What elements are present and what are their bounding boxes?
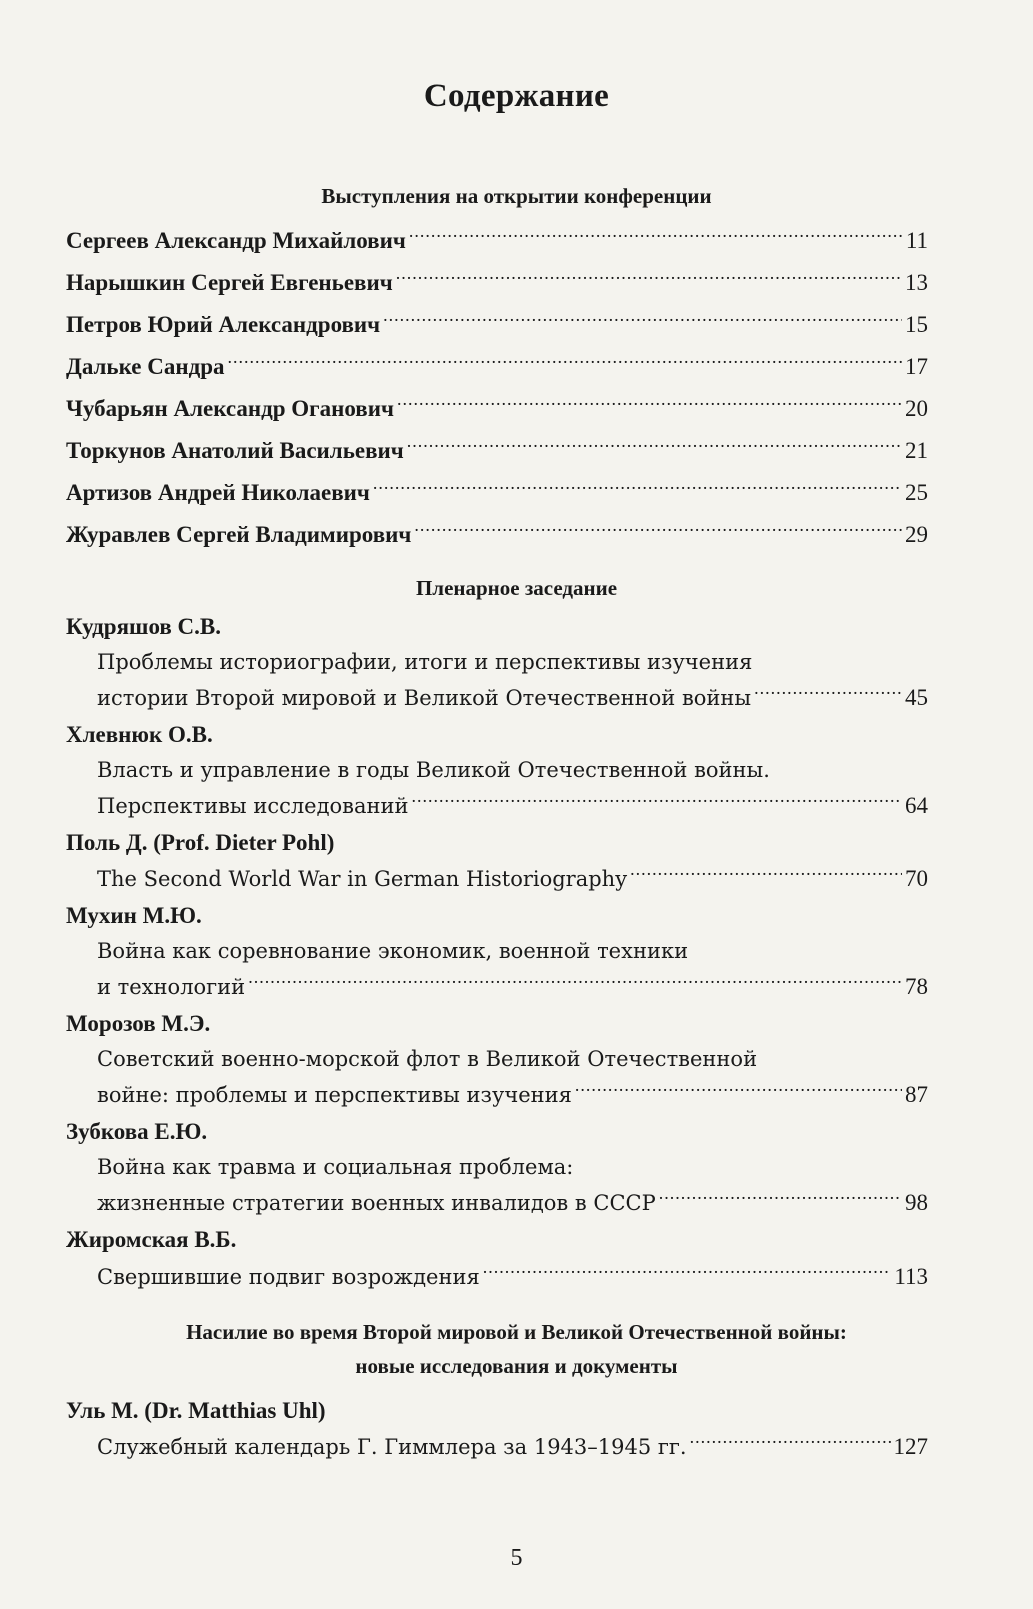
entry-author: Жиромская В.Б. (66, 1227, 237, 1252)
section-heading-violence-line2: новые исследования и документы (355, 1354, 678, 1378)
entry-title-line: The Second World War in German Historiography (97, 867, 628, 891)
dot-leader (409, 225, 903, 248)
toc-entry[interactable] (66, 267, 928, 298)
entry-name: Артизов Андрей Николаевич (66, 480, 370, 505)
entry-name: Петров Юрий Александрович (66, 312, 381, 337)
page-number: 15 (905, 312, 928, 337)
entry-title-line: Война как травма и социальная проблема: (97, 1155, 574, 1179)
dot-leader (383, 309, 902, 332)
page-number: 20 (905, 396, 928, 421)
dot-leader (248, 971, 902, 994)
page-number: 64 (905, 793, 928, 818)
page-number: 29 (905, 522, 928, 547)
entry-author: Кудряшов С.В. (66, 614, 221, 639)
toc-entry[interactable] (66, 309, 928, 340)
entry-name: Чубарьян Александр Оганович (66, 396, 394, 421)
page-number: 70 (905, 866, 928, 891)
entry-author: Зубкова Е.Ю. (66, 1119, 208, 1144)
entry-name: Сергеев Александр Михайлович (66, 228, 406, 253)
entry-author: Морозов М.Э. (66, 1011, 211, 1036)
dot-leader (630, 863, 902, 886)
entry-title-line: Перспективы исследований (97, 794, 409, 818)
page-number: 87 (905, 1082, 928, 1107)
dot-leader (659, 1187, 902, 1210)
entry-title-line: Советский военно-морской флот в Великой Отечественной (97, 1047, 758, 1071)
entry-author: Поль Д. (Prof. Dieter Pohl) (66, 830, 335, 855)
toc-entry[interactable] (66, 393, 928, 424)
toc-entry[interactable] (97, 790, 928, 821)
entry-title-line: жизненные стратегии военных инвалидов в СССР (97, 1191, 656, 1215)
section-heading-violence: Насилие во время Второй мировой и Великой Отечественной войны: (186, 1320, 847, 1344)
page-number: 45 (905, 685, 928, 710)
entry-title-line: Служебный календарь Г. Гиммлера за 1943–1945 гг. (97, 1435, 687, 1459)
entry-title-line: войне: проблемы и перспективы изучения (97, 1083, 572, 1107)
toc-entry[interactable] (97, 1431, 928, 1462)
toc-entry[interactable] (66, 225, 928, 256)
dot-leader (414, 519, 902, 542)
page-number: 98 (905, 1190, 928, 1215)
entry-author: Уль М. (Dr. Matthias Uhl) (66, 1398, 326, 1423)
toc-entry[interactable] (66, 477, 928, 508)
dot-leader (396, 267, 902, 290)
entry-title-line: Свершившие подвиг возрождения (97, 1265, 480, 1289)
toc-entry[interactable] (97, 863, 928, 894)
entry-title-line: Власть и управление в годы Великой Отечественной войны. (97, 758, 770, 782)
entry-title-line: истории Второй мировой и Великой Отечественной войны (97, 686, 752, 710)
entry-author: Хлевнюк О.В. (66, 722, 213, 747)
section-heading-plenary: Пленарное заседание (415, 576, 618, 600)
page-number: 17 (905, 354, 928, 379)
page-number: 113 (894, 1264, 928, 1289)
toc-entry[interactable] (66, 435, 928, 466)
dot-leader (373, 477, 902, 500)
dot-leader (412, 790, 902, 813)
entry-name: Нарышкин Сергей Евгеньевич (66, 270, 393, 295)
page-number: 127 (893, 1434, 928, 1459)
toc-entry[interactable] (66, 519, 928, 550)
entry-name: Торкунов Анатолий Васильевич (66, 438, 404, 463)
page-number: 13 (905, 270, 928, 295)
toc-entry[interactable] (97, 1261, 928, 1292)
page-number: 11 (905, 228, 928, 253)
page-number: 21 (905, 438, 928, 463)
page-number: 78 (905, 974, 928, 999)
toc-entry[interactable] (97, 971, 928, 1002)
toc-entry[interactable] (66, 351, 928, 382)
entry-name: Журавлев Сергей Владимирович (66, 522, 412, 547)
dot-leader (575, 1079, 902, 1102)
entry-title-line: и технологий (97, 975, 246, 999)
section-heading-opening: Выступления на открытии конференции (321, 184, 712, 208)
dot-leader (228, 351, 902, 374)
toc-entry[interactable] (97, 1079, 928, 1110)
entry-title-line: Война как соревнование экономик, военной техники (97, 939, 689, 963)
dot-leader (397, 393, 902, 416)
page-number: 25 (905, 480, 928, 505)
page-number-footer: 5 (510, 1545, 523, 1571)
entry-name: Дальке Сандра (66, 354, 225, 379)
dot-leader (483, 1261, 892, 1284)
dot-leader (754, 682, 902, 705)
toc-entry[interactable] (97, 682, 928, 713)
dot-leader (407, 435, 902, 458)
entry-title-line: Проблемы историографии, итоги и перспективы изучения (97, 650, 753, 674)
dot-leader (690, 1431, 891, 1454)
page-title: Содержание (423, 78, 610, 114)
entry-author: Мухин М.Ю. (66, 903, 202, 928)
toc-entry[interactable] (97, 1187, 928, 1218)
